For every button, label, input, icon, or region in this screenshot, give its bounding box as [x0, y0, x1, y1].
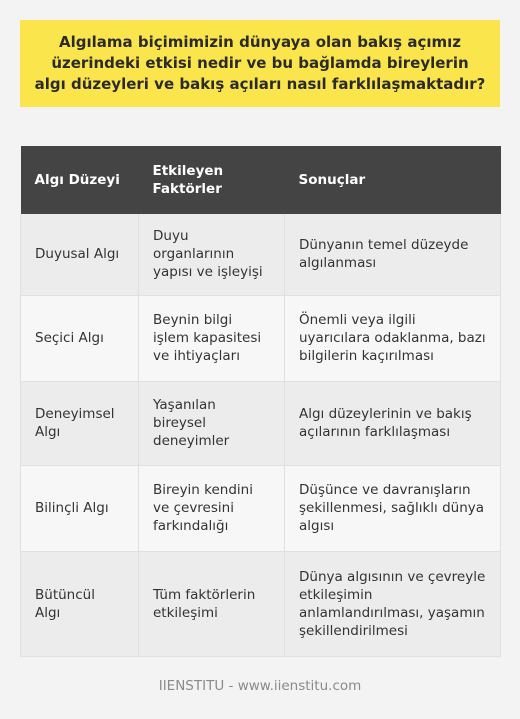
cell-perception-level: Seçici Algı	[21, 295, 139, 381]
cell-perception-level: Deneyimsel Algı	[21, 381, 139, 465]
table-row	[21, 214, 501, 295]
header-results: Sonuçlar	[285, 146, 501, 214]
cell-results: Dünya algısının ve çevreyle etkileşimin anlamlandırılması, yaşamın şekillendirilmesi	[285, 551, 501, 656]
table-row	[21, 465, 501, 551]
footer-credit: IIENSTITU - www.iienstitu.com	[158, 678, 362, 694]
header-influencing-factors: Etkileyen Faktörler	[139, 146, 285, 214]
table-header-row	[21, 146, 501, 214]
cell-results: Düşünce ve davranışların şekillenmesi, sağlıklı dünya algısı	[285, 465, 501, 551]
cell-influencing-factors: Tüm faktörlerin etkileşimi	[139, 551, 285, 656]
table-row	[21, 551, 501, 656]
cell-results: Önemli veya ilgili uyarıcılara odaklanma, bazı bilgilerin kaçırılması	[285, 295, 501, 381]
cell-results: Algı düzeylerinin ve bakış açılarının farklılaşması	[285, 381, 501, 465]
cell-influencing-factors: Beynin bilgi işlem kapasitesi ve ihtiyaçları	[139, 295, 285, 381]
title-banner	[20, 20, 500, 107]
cell-perception-level: Bilinçli Algı	[21, 465, 139, 551]
cell-perception-level: Bütüncül Algı	[21, 551, 139, 656]
perception-table	[20, 146, 501, 657]
table-row	[21, 381, 501, 465]
cell-perception-level: Duyusal Algı	[21, 214, 139, 295]
cell-influencing-factors: Yaşanılan bireysel deneyimler	[139, 381, 285, 465]
cell-results: Dünyanın temel düzeyde algılanması	[285, 214, 501, 295]
cell-influencing-factors: Bireyin kendini ve çevresini farkındalığı	[139, 465, 285, 551]
table-row	[21, 295, 501, 381]
page-title: Algılama biçimimizin dünyaya olan bakış açımız üzerindeki etkisi nedir ve bu bağlamda bireylerin algı düzeyleri ve bakış açıları nasıl farklılaşmaktadır?	[34, 33, 486, 93]
header-perception-level: Algı Düzeyi	[21, 146, 139, 214]
perception-table-container	[20, 146, 500, 657]
cell-influencing-factors: Duyu organlarının yapısı ve işleyişi	[139, 214, 285, 295]
